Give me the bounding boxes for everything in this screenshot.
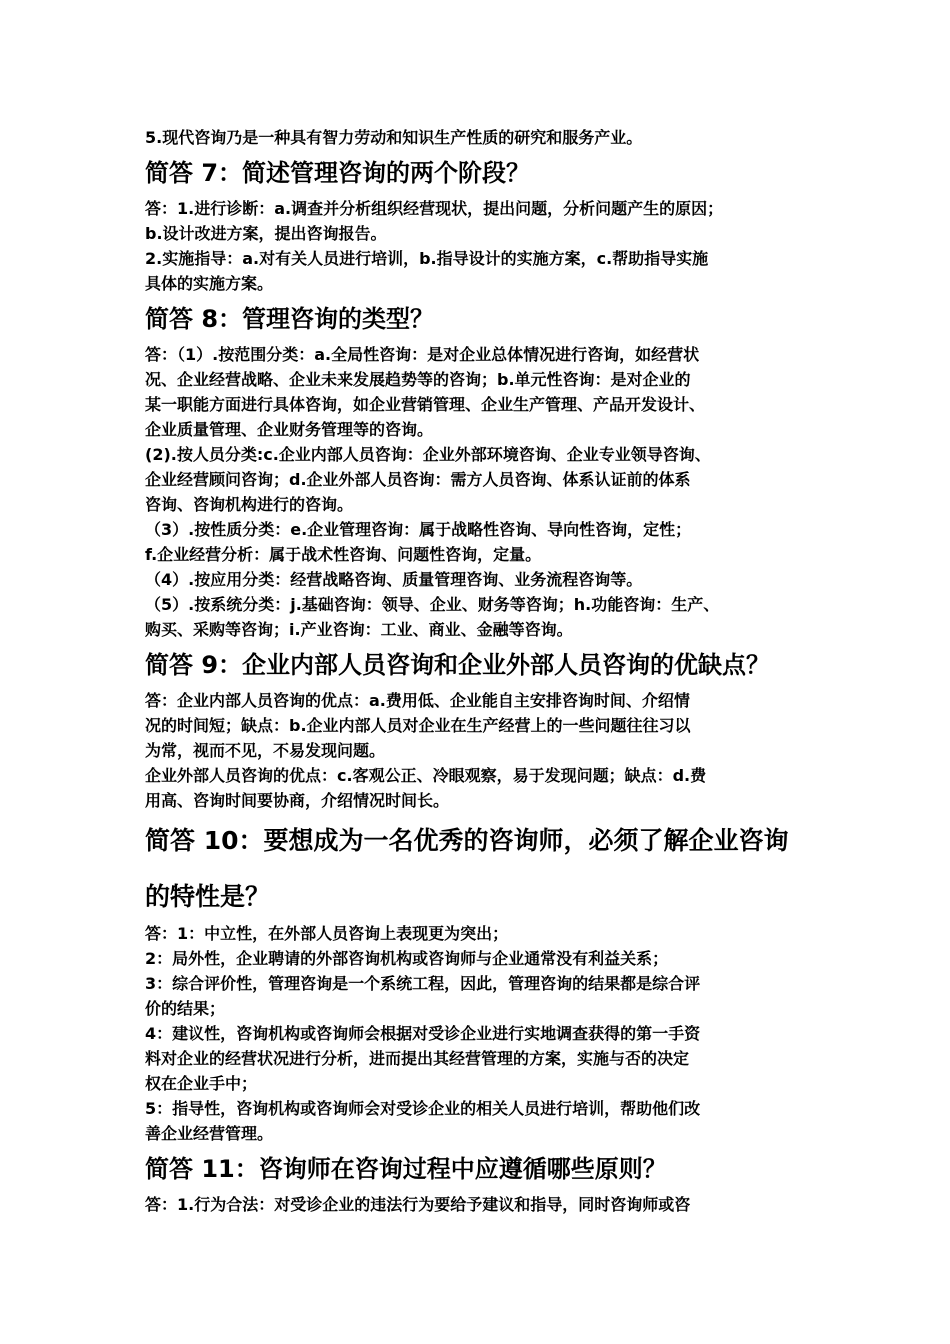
answer-line: 企业外部人员咨询的优点：c.客观公正、冷眼观察，易于发现问题；缺点：d.费 (145, 766, 707, 785)
answer-line: (2).按人员分类:c.企业内部人员咨询：企业外部环境咨询、企业专业领导咨询、 (145, 445, 711, 464)
heading-q10-line1: 简答 10：要想成为一名优秀的咨询师，必须了解企业咨询 (145, 826, 789, 855)
answer-q10 (145, 921, 830, 1146)
answer-q7 (145, 196, 830, 296)
answer-line: 答：企业内部人员咨询的优点：a.费用低、企业能自主安排咨询时间、介绍情 (145, 691, 690, 710)
answer-line: 答：（1）.按范围分类：a.全局性咨询：是对企业总体情况进行咨询，如经营状 (145, 345, 700, 364)
answer-line: 料对企业的经营状况进行分析，进而提出其经营管理的方案，实施与否的决定 (145, 1049, 690, 1068)
heading-q7: 简答 7：简述管理咨询的两个阶段？ (145, 159, 531, 187)
answer-line: f.企业经营分析：属于战术性咨询、问题性咨询，定量。 (145, 545, 542, 564)
answer-line: 3：综合评价性，管理咨询是一个系统工程，因此，管理咨询的结果都是综合评 (145, 974, 701, 993)
answer-line: 答：1.进行诊断：a.调查并分析组织经营现状，提出问题，分析问题产生的原因； (145, 199, 724, 218)
answer-line: 善企业经营管理。 (145, 1124, 274, 1143)
answer-line: 答：1.行为合法：对受诊企业的违法行为要给予建议和指导，同时咨询师或咨 (145, 1195, 691, 1214)
answer-q8 (145, 342, 830, 642)
answer-q11 (145, 1192, 830, 1217)
heading-q8: 简答 8：管理咨询的类型？ (145, 305, 435, 333)
answer-line: 购买、采购等咨询；i.产业咨询：工业、商业、金融等咨询。 (145, 620, 573, 639)
answer-line: 企业经营顾问咨询；d.企业外部人员咨询：需方人员咨询、体系认证前的体系 (145, 470, 691, 489)
answer-line: （4）.按应用分类：经营战略咨询、质量管理咨询、业务流程咨询等。 (145, 570, 643, 589)
answer-line: （5）.按系统分类：j.基础咨询：领导、企业、财务等咨询；h.功能咨询：生产、 (145, 595, 720, 614)
answer-line: 价的结果； (145, 999, 226, 1018)
answer-q9 (145, 688, 830, 813)
answer-line: 2.实施指导：a.对有关人员进行培训，b.指导设计的实施方案，c.帮助指导实施 (145, 249, 709, 268)
answer-line: 5：指导性，咨询机构或咨询师会对受诊企业的相关人员进行培训，帮助他们改 (145, 1099, 701, 1118)
heading-q9: 简答 9：企业内部人员咨询和企业外部人员咨询的优缺点？ (145, 651, 771, 679)
answer-line: （3）.按性质分类：e.企业管理咨询：属于战略性咨询、导向性咨询，定性； (145, 520, 692, 539)
answer-line: 企业质量管理、企业财务管理等的咨询。 (145, 420, 434, 439)
answer-line: 为常，视而不见，不易发现问题。 (145, 741, 386, 760)
answer-line: 咨询、咨询机构进行的咨询。 (145, 495, 354, 514)
answer-line: 2：局外性，企业聘请的外部咨询机构或咨询师与企业通常没有利益关系； (145, 949, 669, 968)
answer-line: 用高、咨询时间要协商，介绍情况时间长。 (145, 791, 450, 810)
answer-line: b.设计改进方案，提出咨询报告。 (145, 224, 387, 243)
answer-line: 况、企业经营战略、企业未来发展趋势等的咨询；b.单元性咨询：是对企业的 (145, 370, 691, 389)
answer-line: 具体的实施方案。 (145, 274, 274, 293)
answer-line: 4：建议性，咨询机构或咨询师会根据对受诊企业进行实地调查获得的第一手资 (145, 1024, 701, 1043)
heading-q11: 简答 11：咨询师在咨询过程中应遵循哪些原则？ (145, 1155, 667, 1183)
answer-line: 权在企业手中； (145, 1074, 258, 1093)
answer-line: 答：1：中立性，在外部人员咨询上表现更为突出； (145, 924, 509, 943)
answer-line: 况的时间短；缺点：b.企业内部人员对企业在生产经营上的一些问题往往习以 (145, 716, 691, 735)
answer-line: 某一职能方面进行具体咨询，如企业营销管理、企业生产管理、产品开发设计、 (145, 395, 706, 414)
intro-line: 5.现代咨询乃是一种具有智力劳动和知识生产性质的研究和服务产业。 (145, 128, 643, 147)
heading-q10-line2: 的特性是？ (145, 882, 271, 911)
